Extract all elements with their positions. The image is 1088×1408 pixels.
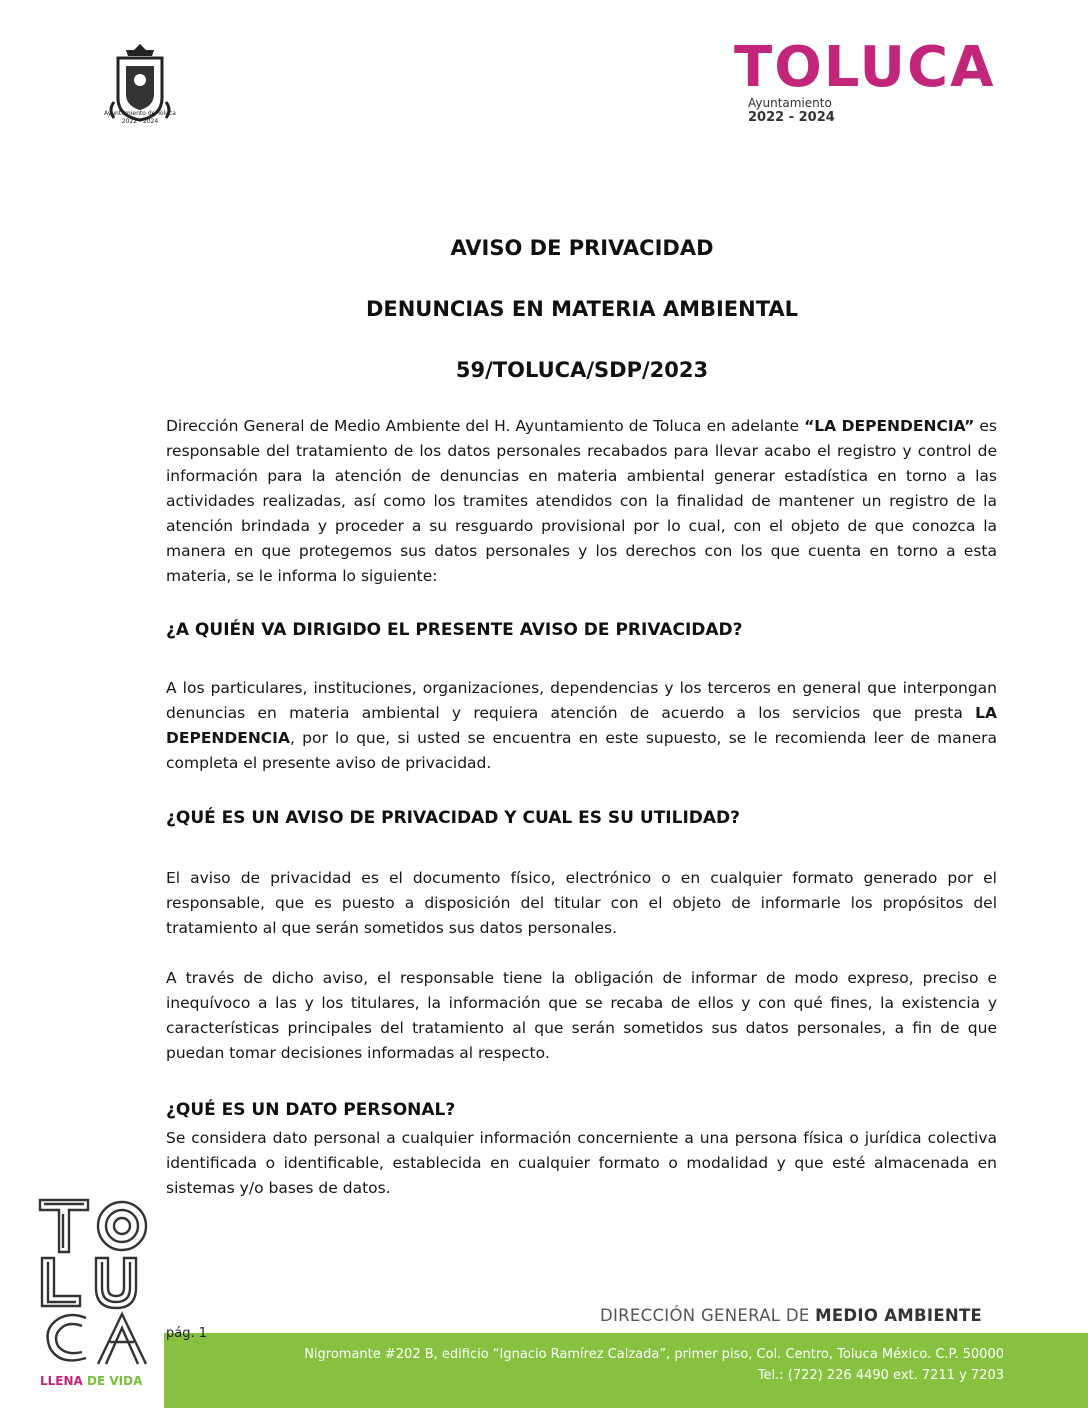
toluca-outline-logo: [36, 1196, 150, 1368]
department-name: DIRECCIÓN GENERAL DE MEDIO AMBIENTE: [600, 1306, 983, 1325]
audience-paragraph: A los particulares, instituciones, organizaciones, dependencias y los terceros en general que interpongan denuncias en materia ambiental y requiera atención de acuerdo a los servicios que presta LA DEPENDENCIA, por lo que, si usted se encuentra en este supuesto, se le recomienda leer de manera completa el presente aviso de privacidad.: [166, 679, 997, 772]
intro-paragraph: Dirección General de Medio Ambiente del H. Ayuntamiento de Toluca en adelante “LA DEPENDENCIA” es responsable del tratamiento de los datos personales recabados para llevar acabo el registro y control de información para la atención de denuncias en materia ambiental generar estadística en torno a las actividades realizadas, así como los tramites atendidos con la finalidad de mantener un registro de la atención brindada y proceder a su resguardo provisional por lo cual, con el objeto de que conozca la manera en que protegemos sus datos personales y los derechos con los que cuenta en torno a esta materia, se le informa lo siguiente:: [166, 417, 997, 585]
slogan: LLENA DE VIDA: [40, 1374, 143, 1388]
section-heading-audience: ¿A QUIÉN VA DIRIGIDO EL PRESENTE AVISO DE PRIVACIDAD?: [166, 620, 743, 640]
personal-data-paragraph: Se considera dato personal a cualquier información concerniente a una persona física o jurídica colectiva identificada o identificable, establecida en cualquier formato o modalidad y que esté almacenada en sistemas y/o bases de datos.: [166, 1129, 997, 1197]
brand-subtitle: Ayuntamiento: [748, 96, 832, 110]
section-heading-purpose: ¿QUÉ ES UN AVISO DE PRIVACIDAD Y CUAL ES SU UTILIDAD?: [166, 808, 741, 828]
purpose-paragraph-1: El aviso de privacidad es el documento físico, electrónico o en cualquier formato generado por el responsable, que es puesto a disposición del titular con el objeto de informarle los propósitos del tratamiento al que serán sometidos sus datos personales.: [166, 869, 997, 937]
purpose-paragraph-2: A través de dicho aviso, el responsable tiene la obligación de informar de modo expreso, preciso e inequívoco a las y los titulares, la información que se recaba de ellos y con qué fines, la existencia y características principales del tratamiento al que serán sometidos sus datos personales, a fin de que puedan tomar decisiones informadas al respecto.: [166, 969, 997, 1062]
document-subtitle: DENUNCIAS EN MATERIA AMBIENTAL: [365, 297, 799, 321]
dependency-name: “LA DEPENDENCIA”: [804, 417, 975, 435]
page-number: pág. 1: [166, 1326, 208, 1341]
document-title: AVISO DE PRIVACIDAD: [450, 236, 714, 260]
footer-phone: Tel.: (722) 226 4490 ext. 7211 y 7203: [757, 1368, 1004, 1383]
seal-caption: Ayuntamiento de Toluca 2022 - 2024: [104, 110, 176, 125]
brand-years: 2022 - 2024: [748, 110, 835, 125]
footer-address: Nigromante #202 B, edificio “Ignacio Ramírez Calzada”, primer piso, Col. Centro, Toluca México. C.P. 50000: [304, 1347, 1004, 1362]
toluca-brand-logo: TOLUCA: [734, 35, 996, 100]
document-code: 59/TOLUCA/SDP/2023: [455, 358, 709, 382]
section-heading-personal-data: ¿QUÉ ES UN DATO PERSONAL?: [166, 1100, 456, 1120]
